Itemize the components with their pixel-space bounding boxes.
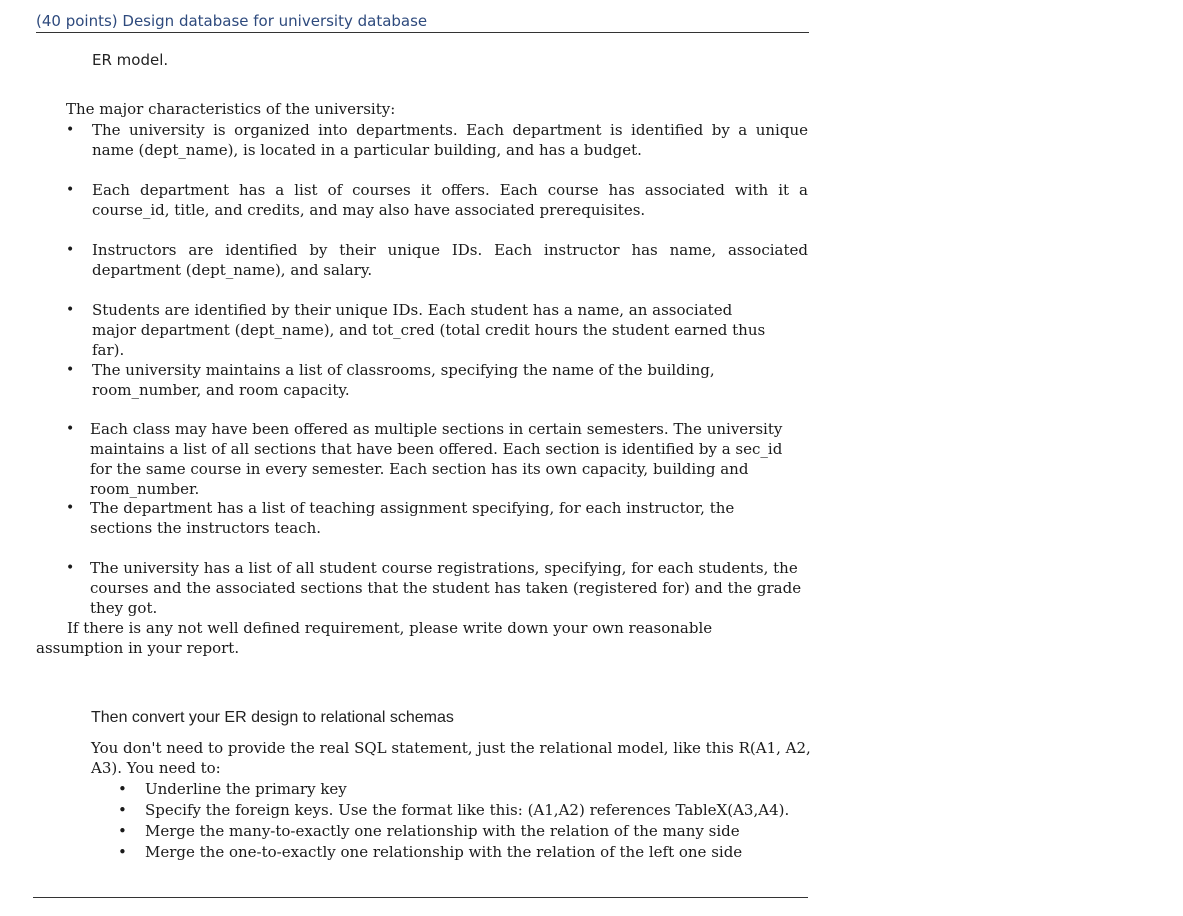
page-title: (40 points) Design database for university database <box>36 11 809 33</box>
bullet-icon: • <box>66 122 75 138</box>
bullet-icon: • <box>66 421 75 437</box>
section-heading-convert: Then convert your ER design to relational schemas <box>91 709 454 726</box>
bullet-icon: • <box>118 801 127 819</box>
bullet-icon: • <box>66 362 75 378</box>
list-item-text: Each department has a list of courses it offers. Each course has associated with it a course_id, title, and credits, and may also have associated prerequisites. <box>92 181 808 219</box>
bullet-icon: • <box>66 242 75 258</box>
list-item-text: The university maintains a list of classrooms, specifying the name of the building, room_number, and room capacity. <box>92 361 715 399</box>
list-item-text: Merge the many-to-exactly one relationship with the relation of the many side <box>145 822 740 840</box>
list-item-text: Underline the primary key <box>145 780 347 798</box>
section-heading-er-model: ER model. <box>92 51 169 69</box>
list-item-text: The department has a list of teaching assignment specifying, for each instructor, the sections the instructors teach. <box>90 499 735 537</box>
bullet-icon: • <box>118 822 127 840</box>
bullet-icon: • <box>118 780 127 798</box>
bullet-icon: • <box>66 182 75 198</box>
list-item-text: Students are identified by their unique IDs. Each student has a name, an associated major department (dept_name), and tot_cred (total credit hours the student earned thus far). <box>92 301 766 359</box>
instructions-paragraph: You don't need to provide the real SQL statement, just the relational model, like this R(A1, A2, A3). You need to: <box>91 739 811 777</box>
list-item-text: The university is organized into departments. Each department is identified by a unique name (dept_name), is located in a particular building, and has a budget. <box>92 121 808 159</box>
characteristics-intro: The major characteristics of the university: <box>66 100 396 118</box>
list-item-text: The university has a list of all student course registrations, specifying, for each students, the courses and the associated sections that the student has taken (registered for) and the grade they got. <box>90 559 802 617</box>
bullet-icon: • <box>66 302 75 318</box>
list-item-text: Each class may have been offered as multiple sections in certain semesters. The university maintains a list of all sections that have been offered. Each section is identified by a sec_id for the same course in every semester. Each section has its own capacity, building and room_number. <box>90 420 783 498</box>
list-item-text: Merge the one-to-exactly one relationship with the relation of the left one side <box>145 843 743 861</box>
list-item-text: Instructors are identified by their unique IDs. Each instructor has name, associated department (dept_name), and salary. <box>92 241 808 279</box>
bullet-icon: • <box>118 843 127 861</box>
bullet-icon: • <box>66 560 75 576</box>
bottom-divider <box>33 897 808 898</box>
list-item-text: Specify the foreign keys. Use the format like this: (A1,A2) references TableX(A3,A4). <box>145 801 790 819</box>
assumption-paragraph: If there is any not well defined requirement, please write down your own reasonable assumption in your report. <box>36 619 713 657</box>
bullet-icon: • <box>66 500 75 516</box>
